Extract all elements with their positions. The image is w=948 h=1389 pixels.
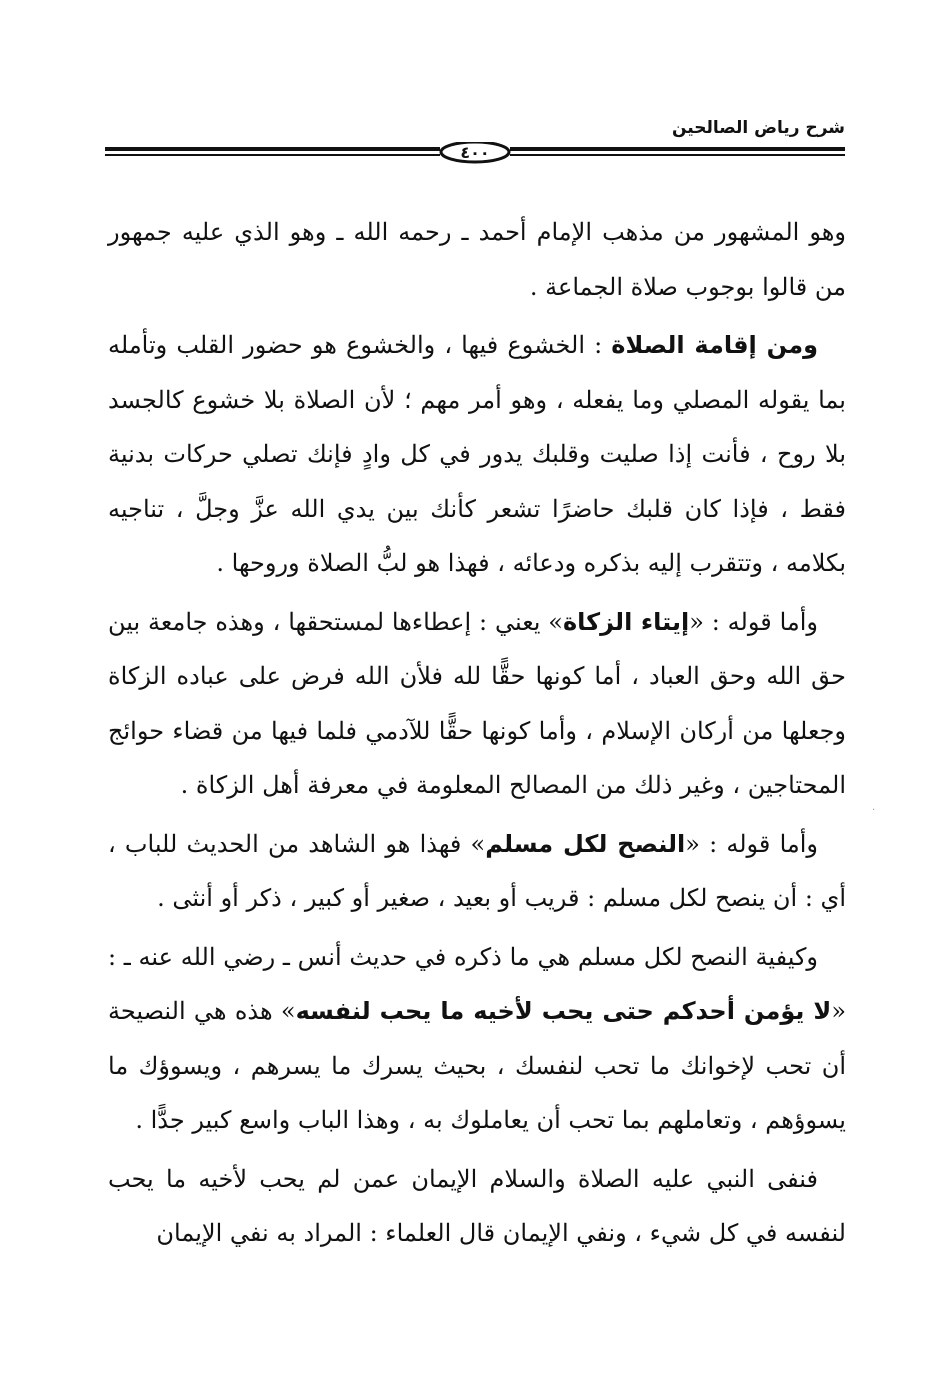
text-run: وأما قوله : « (689, 607, 818, 636)
emphasized-phrase: لا يؤمن أحدكم حتى يحب لأخيه ما يحب لنفسه (295, 997, 832, 1025)
emphasized-phrase: النصح لكل مسلم (485, 829, 686, 858)
page-number: ٤٠٠ (460, 143, 490, 162)
emphasized-phrase: إيتاء الزكاة (562, 607, 690, 636)
paragraph (108, 205, 846, 314)
emphasized-phrase: ومن إقامة الصلاة (611, 331, 818, 359)
text-run: » هذه هي النصيحة أن تحب لإخوانك ما تحب لنفسك ، بحيث يسرك ما يسرهم ، ويسوؤك ما يسوؤهم ، وتعاملهم بما تحب أن يعاملوك به ، وهذا الباب واسع كبير جدًّا . (108, 997, 846, 1134)
text-run: وأما قوله : « (685, 829, 818, 858)
paragraph (108, 817, 846, 926)
text-run: » فهذا هو الشاهد من الحديث للباب ، أي : أن ينصح لكل مسلم : قريب أو بعيد ، صغير أو كبير ، ذكر أو أنثى . (108, 829, 846, 912)
text-run: فنفى النبي عليه الصلاة والسلام الإيمان عمن لم يحب لأخيه ما يحب لنفسه في كل شيء ، ونفي الإيمان قال العلماء : المراد به نفي الإيمان (108, 1164, 846, 1247)
text-run: وهو المشهور من مذهب الإمام أحمد ـ رحمه الله ـ وهو الذي عليه جمهور من قالوا بوجوب صلاة الجماعة . (108, 218, 846, 301)
book-title: شرح رياض الصالحين (671, 118, 845, 138)
text-run: وكيفية النصح لكل مسلم هي ما ذكره في حديث أنس ـ رضي الله عنه ـ : « (108, 942, 846, 1025)
text-run: : الخشوع فيها ، والخشوع هو حضور القلب وتأمله بما يقوله المصلي وما يفعله ، وهو أمر مهم ؛ لأن الصلاة بلا خشوع كالجسد بلا روح ، فأنت إذا صليت وقلبك يدور في كل وادٍ فإنك تصلي حركات بدنية فقط ، فإذا كان قلبك حاضرًا تشعر كأنك بين يدي الله عزَّ وجلَّ ، تناجيه بكلامه ، وتتقرب إليه بذكره ودعائه ، فهذا هو لبُّ الصلاة وروحها . (108, 331, 846, 577)
paragraph (108, 318, 846, 591)
body-text (108, 205, 846, 1265)
header-rule-ornament (105, 142, 845, 164)
paragraph (108, 595, 846, 813)
running-header (105, 112, 845, 172)
paragraph (108, 1152, 846, 1261)
text-run: » يعني : إعطاءها لمستحقها ، وهذه جامعة بين حق الله وحق العباد ، أما كونها حقًّا لله فلأن الله فرض على عباده الزكاة وجعلها من أركان الإسلام ، وأما كونها حقًّا للآدمي فلما فيها من قضاء حوائج المحتاجين ، وغير ذلك من المصالح المعلومة في معرفة أهل الزكاة . (108, 607, 846, 799)
margin-dot: · (872, 805, 876, 816)
paragraph (108, 930, 846, 1148)
